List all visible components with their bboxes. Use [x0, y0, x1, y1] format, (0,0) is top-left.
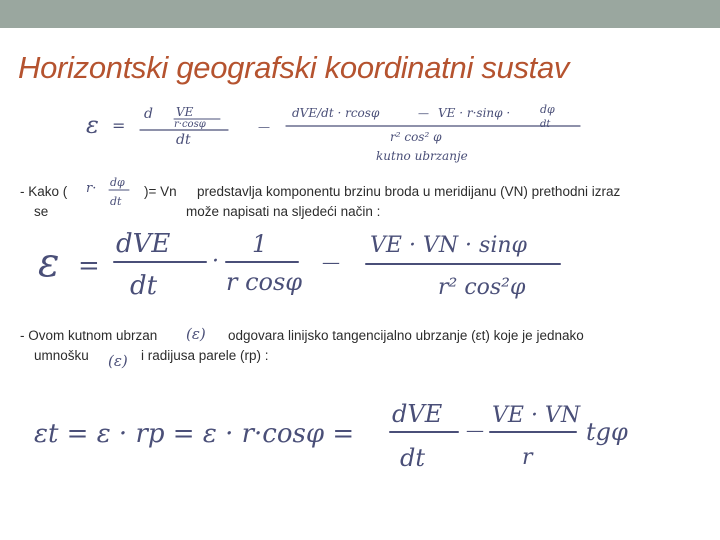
inline-r-dphi-dt: [84, 172, 140, 212]
dphi-top: dφ: [540, 103, 555, 116]
formula-expanded: [30, 222, 570, 310]
para2-line2-end: i radijusa parele (rp) :: [141, 348, 269, 363]
dt-bottom: dt: [540, 119, 551, 130]
para2-line1-end: odgovara linijsko tangencijalno ubrzanje (εt) koje je jednako: [228, 328, 584, 343]
inline-epsilon-2: [106, 348, 138, 374]
lhs-expression: εt = ε · rp = ε · r·cosφ =: [34, 419, 355, 449]
equals-sign: =: [112, 116, 126, 135]
ve-label: VE: [176, 105, 194, 119]
para2-line1-start: - Ovom kutnom ubrzan: [20, 328, 158, 343]
numerator-right: VE · r·sinφ ·: [438, 106, 511, 120]
dve-numerator: dVE: [116, 229, 171, 259]
para1-rest-line1: predstavlja komponentu brzinu broda u meridijanu (VN) prethodni izraz: [197, 184, 621, 199]
top-bar: [0, 0, 720, 28]
numerator-left: dVE/dt · rcosφ: [292, 106, 380, 120]
formula-tangential-acceleration: [30, 390, 670, 480]
formula-angular-acceleration: [80, 100, 600, 168]
minus-sign: —: [466, 420, 484, 441]
epsilon-symbol: ε: [38, 240, 60, 286]
para1-line2: može napisati na sljedeći način :: [186, 204, 381, 219]
dt-denominator: dt: [176, 132, 191, 148]
rcos-label: r·cosφ: [174, 119, 206, 130]
inline-dphi: dφ: [110, 176, 125, 189]
dve-numerator: dVE: [392, 400, 443, 428]
rcos-denominator: r cosφ: [226, 268, 303, 296]
minus-sign: —: [322, 252, 340, 273]
fraction-denominator: r: [522, 445, 533, 470]
inline-epsilon-1: [184, 320, 216, 348]
dt-denominator: dt: [400, 444, 426, 472]
para1-dash-kako: - Kako (: [20, 184, 68, 199]
para1-se: se: [34, 204, 49, 219]
tg-phi: tgφ: [586, 418, 628, 446]
svg-text:(ε): (ε): [108, 352, 128, 370]
fraction-numerator: VE · VN · sinφ: [370, 233, 527, 258]
dot-sign: ·: [212, 249, 219, 274]
note-kutno-ubrzanje: kutno ubrzanje: [376, 149, 468, 163]
para1-vn-equals: )= Vn: [144, 184, 177, 199]
fraction-numerator: VE · VN: [492, 403, 581, 428]
fraction-denominator: r² cos²φ: [438, 275, 526, 300]
epsilon-symbol: ε: [86, 111, 99, 139]
page-title: Horizontski geografski koordinatni sustav: [18, 50, 570, 85]
inline-dt: dt: [110, 195, 122, 208]
equals-sign: =: [78, 251, 100, 281]
minus-sign: —: [258, 120, 270, 134]
inline-r: r·: [86, 181, 97, 196]
svg-text:(ε): (ε): [186, 325, 206, 343]
one-numerator: 1: [252, 230, 268, 258]
denominator: r² cos² φ: [390, 130, 442, 144]
dt-denominator: dt: [130, 271, 158, 301]
minus-sign-2: —: [418, 107, 429, 120]
d-numerator: d: [144, 106, 153, 122]
para2-line2-start: umnošku: [34, 348, 89, 363]
